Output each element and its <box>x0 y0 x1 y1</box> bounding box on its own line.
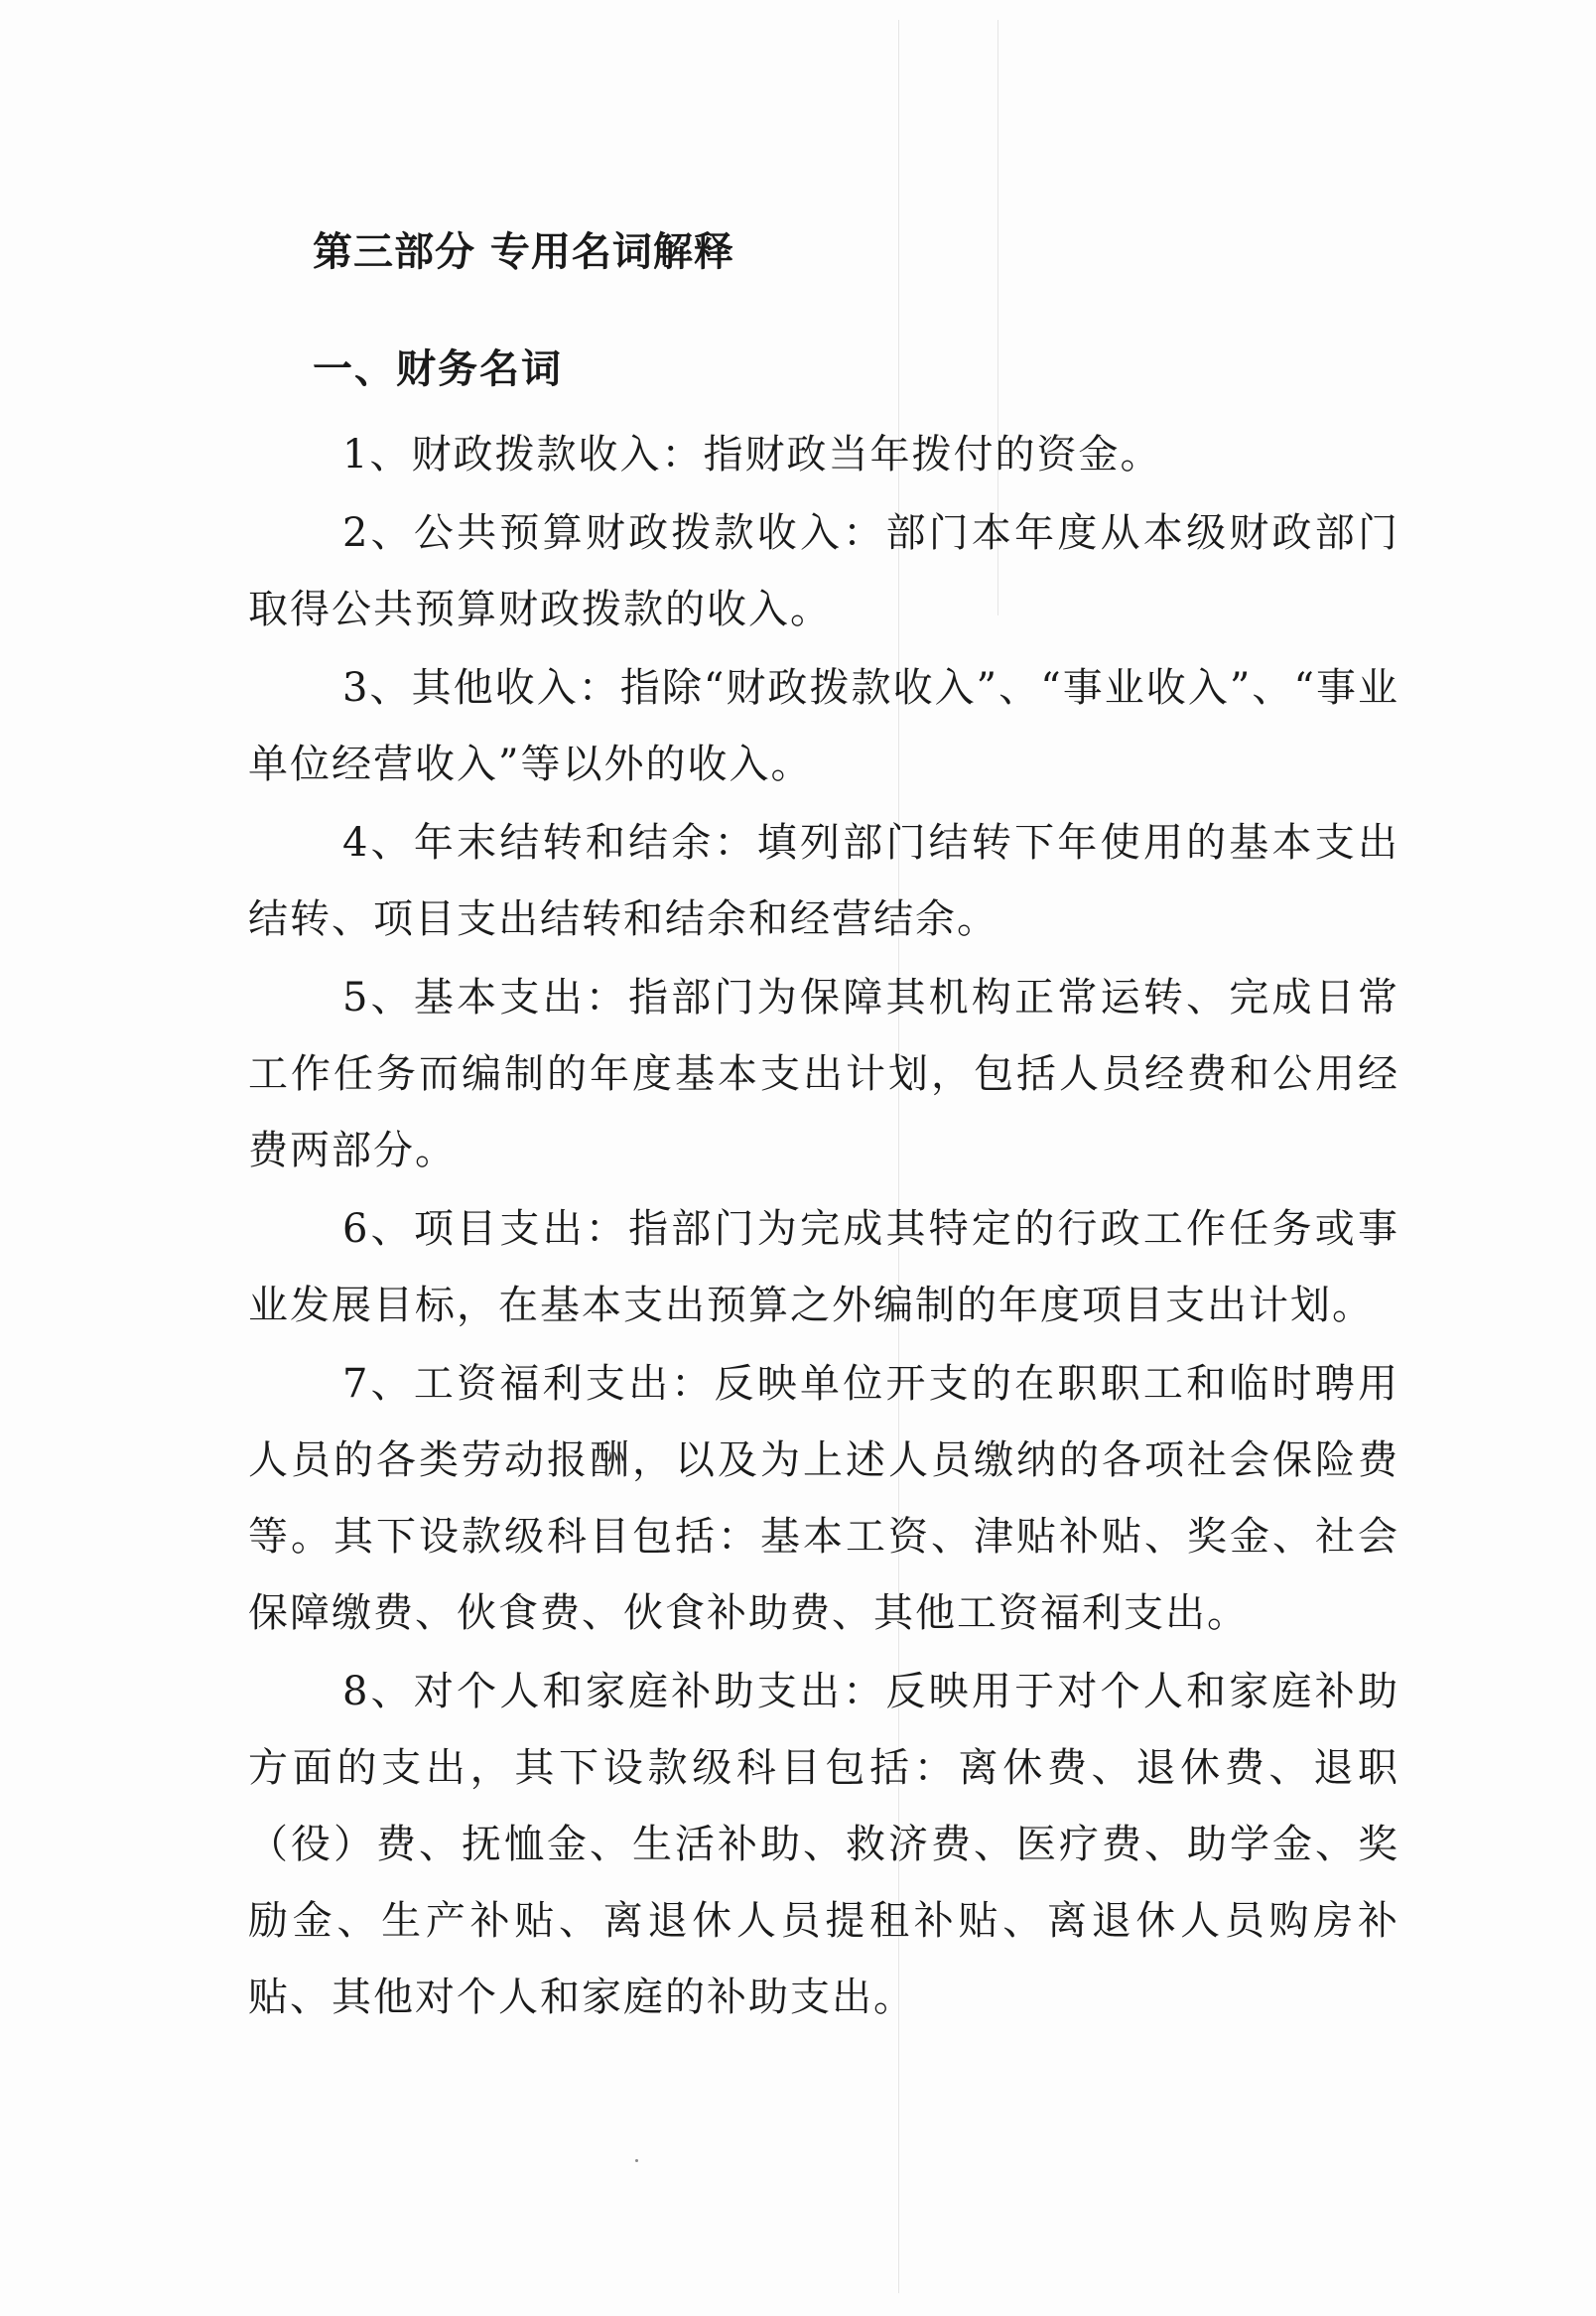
definition-item: 2、公共预算财政拨款收入：部门本年度从本级财政部门取得公共预算财政拨款的收入。 <box>248 510 1399 632</box>
section-title: 第三部分 专用名词解释 <box>313 229 734 275</box>
definition-item: 7、工资福利支出：反映单位开支的在职职工和临时聘用人员的各类劳动报酬，以及为上述人员缴纳的各项社会保险费等。其下设款级科目包括：基本工资、津贴补贴、奖金、社会保障缴费、伙食费、伙食补助费、其他工资福利支出。 <box>248 1361 1399 1636</box>
scan-speck <box>635 2159 638 2162</box>
definition-item: 5、基本支出：指部门为保障其机构正常运转、完成日常工作任务而编制的年度基本支出计划，包括人员经费和公用经费两部分。 <box>248 975 1399 1173</box>
definitions-list <box>248 417 1399 2038</box>
definition-item: 4、年末结转和结余：填列部门结转下年使用的基本支出结转、项目支出结转和结余和经营结余。 <box>248 820 1399 942</box>
sub-heading: 一、财务名词 <box>313 345 563 392</box>
definition-item: 6、项目支出：指部门为完成其特定的行政工作任务或事业发展目标，在基本支出预算之外编制的年度项目支出计划。 <box>248 1206 1399 1328</box>
definition-item: 3、其他收入：指除“财政拨款收入”、“事业收入”、“事业单位经营收入”等以外的收入。 <box>248 665 1399 787</box>
definition-item: 1、财政拨款收入：指财政当年拨付的资金。 <box>342 432 1162 477</box>
definition-item: 8、对个人和家庭补助支出：反映用于对个人和家庭补助方面的支出，其下设款级科目包括：离休费、退休费、退职（役）费、抚恤金、生活补助、救济费、医疗费、助学金、奖励金、生产补贴、离退休人员提租补贴、离退休人员购房补贴、其他对个人和家庭的补助支出。 <box>248 1669 1399 2020</box>
